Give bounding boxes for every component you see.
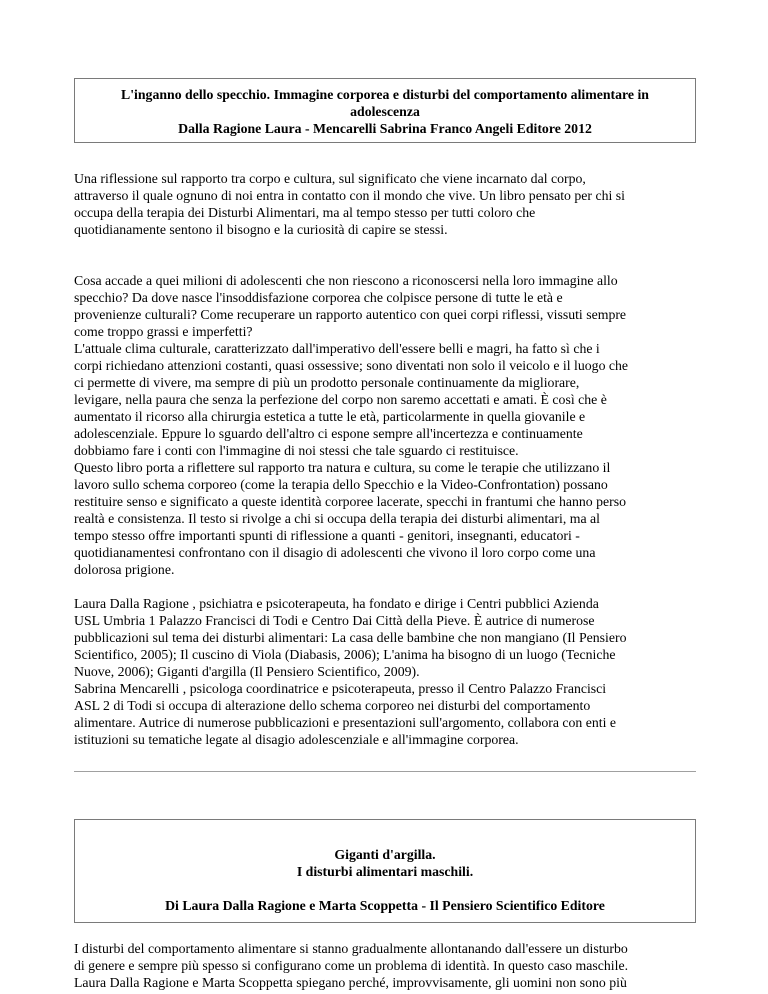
text-line: pubblicazioni sul tema dei disturbi alimentari: La casa delle bambine che non mangiano (Il Pensiero [74,630,627,645]
text-line: occupa della terapia dei Disturbi Alimentari, ma al tempo stesso per tutti coloro che [74,205,536,220]
text-line: I disturbi del comportamento alimentare si stanno gradualmente allontanando dall'essere un disturbo [74,941,628,956]
text-line: Questo libro porta a riflettere sul rapporto tra natura e cultura, su come le terapie che utilizzano il [74,460,611,475]
book1-paragraph-3 [74,595,696,748]
text-line: corpi richiedano attenzioni costanti, quasi ossessive; sono diventati non solo il veicolo e il luogo che [74,358,629,373]
text-line: specchio? Da dove nasce l'insoddisfazione corporea che colpisce persone di tutte le età e [74,290,563,305]
text-line: USL Umbria 1 Palazzo Francisci di Todi e Centro Dai Città della Pieve. È autrice di numerose [74,613,595,628]
text-line: quotidianamentesi confrontano con il disagio di adolescenti che vivono il loro corpo come una [74,545,596,560]
text-line: quotidianamente sentono il bisogno e la curiosità di capire se stessi. [74,222,448,237]
text-line: restituire senso e significato a queste identità corporee lacerate, specchi in frantumi che hanno perso [74,494,627,509]
book2-paragraph-1 [74,940,696,991]
text-line: lavoro sullo schema corporeo (come la terapia dello Specchio e la Video-Confrontation) possano [74,477,608,492]
book2-title-line2: I disturbi alimentari maschili. [296,864,474,879]
text-line: alimentare. Autrice di numerose pubblicazioni e presentazioni sull'argomento, collabora con enti e [74,715,617,730]
book1-paragraph-1 [74,170,696,238]
text-line: dobbiamo fare i conti con l'immagine di noi stessi che tale sguardo ci restituisce. [74,443,519,458]
text-line: Una riflessione sul rapporto tra corpo e cultura, sul significato che viene incarnato dal corpo, [74,171,586,186]
text-line: Scientifico, 2005); Il cuscino di Viola (Diabasis, 2006); L'anima ha bisogno di un luogo (Tecniche [74,647,616,662]
text-line: istituzioni su tematiche legate al disagio adolescenziale e all'immagine corporea. [74,732,519,747]
document-page [74,78,696,991]
text-line: attraverso il quale ognuno di noi entra in contatto con il mondo che vive. Un libro pensato per chi si [74,188,625,203]
text-line: Laura Dalla Ragione e Marta Scoppetta spiegano perché, improvvisamente, gli uomini non sono più [74,975,627,990]
book1-title-line1: L'inganno dello specchio. Immagine corporea e disturbi del comportamento alimentare in [121,87,649,102]
book1-authors: Dalla Ragione Laura - Mencarelli Sabrina Franco Angeli Editore 2012 [178,121,592,136]
text-line: di genere e sempre più spesso si configurano come un problema di identità. In questo caso maschile. [74,958,629,973]
text-line: L'attuale clima culturale, caratterizzato dall'imperativo dell'essere belli e magri, ha fatto sì che i [74,341,600,356]
text-line: Laura Dalla Ragione , psichiatra e psicoterapeuta, ha fondato e dirige i Centri pubblici Azienda [74,596,599,611]
text-line: dolorosa prigione. [74,562,175,577]
book1-paragraph-2 [74,272,696,578]
text-line: come troppo grassi e imperfetti? [74,324,253,339]
text-line: levigare, nella paura che senza la perfezione del corpo non saremo accettati e amati. È così che è [74,392,607,407]
text-line: ci permette di vivere, ma sempre di più un prodotto personale continuamente da migliorare, [74,375,580,390]
text-line: provenienze culturali? Come recuperare un rapporto autentico con quei corpi riflessi, vissuti sempre [74,307,627,322]
text-line: adolescenziale. Eppure lo sguardo dell'altro ci espone sempre all'incertezza e continuamente [74,426,583,441]
text-line: tempo stesso offre importanti spunti di riflessione a quanti - genitori, insegnanti, educatori - [74,528,580,543]
book1-title-box [74,78,696,143]
text-line: Nuove, 2006); Giganti d'argilla (Il Pensiero Scientifico, 2009). [74,664,420,679]
text-line: Cosa accade a quei milioni di adolescenti che non riescono a riconoscersi nella loro immagine allo [74,273,618,288]
text-line: ASL 2 di Todi si occupa di alterazione dello schema corporeo nei disturbi del comportamento [74,698,591,713]
text-line: aumentato il ricorso alla chirurgia estetica a tutte le età, particolarmente in quella giovanile e [74,409,586,424]
book1-title-line2: adolescenza [350,104,420,119]
book2-authors: Di Laura Dalla Ragione e Marta Scoppetta - Il Pensiero Scientifico Editore [165,898,605,913]
text-line: Sabrina Mencarelli , psicologa coordinatrice e psicoterapeuta, presso il Centro Palazzo Francisci [74,681,607,696]
text-line: realtà e consistenza. Il testo si rivolge a chi si occupa della terapia dei disturbi alimentari, ma al [74,511,600,526]
book2-title-box [74,819,696,923]
book2-title-line1: Giganti d'argilla. [334,847,436,862]
